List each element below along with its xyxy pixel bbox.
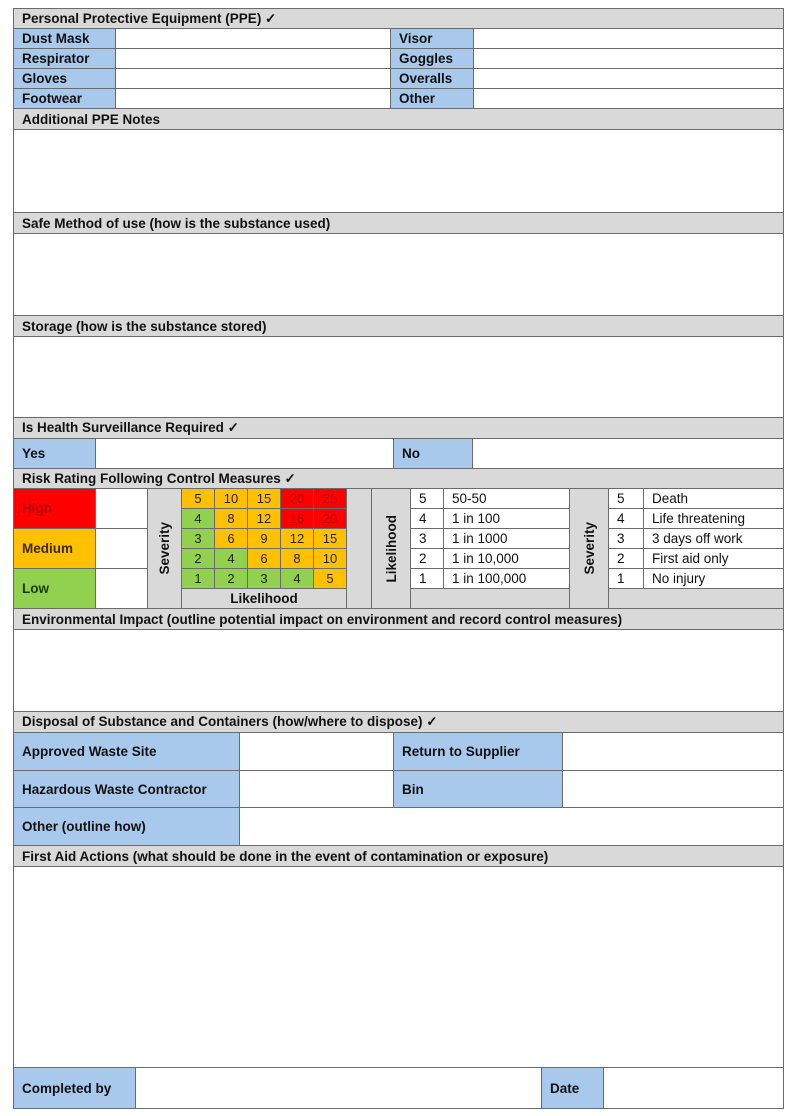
risk-matrix-cell: 12 <box>247 508 281 529</box>
risk-matrix-cell: 9 <box>247 528 281 549</box>
risk-level-medium-checkbox[interactable] <box>95 528 148 569</box>
safe-method-header: Safe Method of use (how is the substance used) <box>13 212 784 234</box>
date-field[interactable] <box>603 1067 784 1109</box>
ppe-label-gloves: Gloves <box>13 68 116 89</box>
risk-matrix-cell: 2 <box>181 548 215 569</box>
likelihood-scale-number: 3 <box>410 528 444 549</box>
likelihood-scale-label-text: Likelihood <box>383 514 399 583</box>
likelihood-scale-number: 4 <box>410 508 444 529</box>
likelihood-scale-label <box>371 488 411 609</box>
disposal-bin-field[interactable] <box>562 770 784 808</box>
risk-matrix-cell: 4 <box>214 548 248 569</box>
severity-scale-number: 1 <box>608 568 644 589</box>
environmental-impact-field[interactable] <box>13 629 784 712</box>
severity-scale-number: 3 <box>608 528 644 549</box>
risk-matrix-cell: 3 <box>181 528 215 549</box>
risk-matrix-cell: 6 <box>247 548 281 569</box>
risk-level-medium: Medium <box>13 528 96 569</box>
severity-scale-label <box>569 488 609 609</box>
risk-matrix-cell: 20 <box>313 508 347 529</box>
severity-scale-label-text: Severity <box>581 522 597 575</box>
likelihood-scale-text: 1 in 100 <box>443 508 570 529</box>
ppe-label-visor: Visor <box>390 28 474 49</box>
storage-header: Storage (how is the substance stored) <box>13 315 784 337</box>
health-yes-label: Yes <box>13 438 96 469</box>
risk-matrix-cell: 20 <box>280 488 314 509</box>
health-no-field[interactable] <box>472 438 784 469</box>
disposal-other-label: Other (outline how) <box>13 807 240 846</box>
completed-by-label: Completed by <box>13 1067 136 1109</box>
risk-matrix-cell: 12 <box>280 528 314 549</box>
severity-scale-number: 2 <box>608 548 644 569</box>
ppe-input-respirator[interactable] <box>115 48 391 69</box>
environmental-impact-header: Environmental Impact (outline potential impact on environment and record control measures) <box>13 608 784 630</box>
ppe-label-overalls: Overalls <box>390 68 474 89</box>
severity-scale-text: Life threatening <box>643 508 784 529</box>
ppe-input-footwear[interactable] <box>115 88 391 109</box>
first-aid-header: First Aid Actions (what should be done in the event of contamination or exposure) <box>13 845 784 867</box>
ppe-notes-header: Additional PPE Notes <box>13 108 784 130</box>
risk-matrix-cell: 16 <box>280 508 314 529</box>
matrix-severity-label <box>147 488 182 609</box>
severity-scale-text: 3 days off work <box>643 528 784 549</box>
severity-scale-text: First aid only <box>643 548 784 569</box>
health-yes-field[interactable] <box>95 438 394 469</box>
date-label: Date <box>541 1067 604 1109</box>
risk-matrix-cell: 4 <box>280 568 314 589</box>
matrix-likelihood-label: Likelihood <box>181 588 347 609</box>
matrix-severity-label-text: Severity <box>157 522 172 575</box>
severity-scale-text: No injury <box>643 568 784 589</box>
ppe-input-gloves[interactable] <box>115 68 391 89</box>
completed-by-field[interactable] <box>135 1067 542 1109</box>
safe-method-field[interactable] <box>13 233 784 316</box>
risk-matrix-cell: 10 <box>214 488 248 509</box>
risk-matrix-cell: 8 <box>280 548 314 569</box>
risk-matrix-cell: 10 <box>313 548 347 569</box>
risk-matrix-cell: 15 <box>313 528 347 549</box>
ppe-input-visor[interactable] <box>473 28 784 49</box>
ppe-label-goggles: Goggles <box>390 48 474 69</box>
disposal-header: Disposal of Substance and Containers (how/where to dispose) ✓ <box>13 711 784 733</box>
likelihood-scale-number: 1 <box>410 568 444 589</box>
ppe-label-footwear: Footwear <box>13 88 116 109</box>
ppe-section-header: Personal Protective Equipment (PPE) ✓ <box>13 8 784 29</box>
severity-scale-footer <box>608 588 784 609</box>
health-surveillance-header: Is Health Surveillance Required ✓ <box>13 417 784 439</box>
first-aid-field[interactable] <box>13 866 784 1068</box>
risk-level-high: High <box>13 488 96 529</box>
ppe-input-goggles[interactable] <box>473 48 784 69</box>
risk-matrix-cell: 5 <box>181 488 215 509</box>
ppe-input-other[interactable] <box>473 88 784 109</box>
risk-matrix-cell: 1 <box>181 568 215 589</box>
ppe-notes-field[interactable] <box>13 129 784 213</box>
likelihood-scale-text: 1 in 100,000 <box>443 568 570 589</box>
risk-matrix-cell: 8 <box>214 508 248 529</box>
likelihood-scale-number: 5 <box>410 488 444 509</box>
severity-scale-number: 4 <box>608 508 644 529</box>
likelihood-scale-footer <box>410 588 570 609</box>
risk-matrix-cell: 4 <box>181 508 215 529</box>
risk-level-low-checkbox[interactable] <box>95 568 148 609</box>
risk-matrix-cell: 6 <box>214 528 248 549</box>
risk-rating-header: Risk Rating Following Control Measures ✓ <box>13 468 784 489</box>
disposal-approved-field[interactable] <box>239 732 394 771</box>
severity-scale-text: Death <box>643 488 784 509</box>
risk-matrix-cell: 15 <box>247 488 281 509</box>
risk-matrix-cell: 5 <box>313 568 347 589</box>
risk-matrix-cell: 25 <box>313 488 347 509</box>
ppe-label-dust-mask: Dust Mask <box>13 28 116 49</box>
ppe-label-respirator: Respirator <box>13 48 116 69</box>
risk-level-high-checkbox[interactable] <box>95 488 148 529</box>
ppe-input-dust-mask[interactable] <box>115 28 391 49</box>
severity-scale-number: 5 <box>608 488 644 509</box>
disposal-hazardous-field[interactable] <box>239 770 394 808</box>
likelihood-scale-text: 1 in 1000 <box>443 528 570 549</box>
disposal-bin-label: Bin <box>393 770 563 808</box>
likelihood-scale-number: 2 <box>410 548 444 569</box>
risk-matrix-cell: 2 <box>214 568 248 589</box>
storage-field[interactable] <box>13 336 784 418</box>
disposal-return-field[interactable] <box>562 732 784 771</box>
ppe-label-other: Other <box>390 88 474 109</box>
likelihood-scale-text: 50-50 <box>443 488 570 509</box>
ppe-input-overalls[interactable] <box>473 68 784 89</box>
risk-matrix-cell: 3 <box>247 568 281 589</box>
disposal-approved-label: Approved Waste Site <box>13 732 240 771</box>
disposal-hazardous-label: Hazardous Waste Contractor <box>13 770 240 808</box>
disposal-return-label: Return to Supplier <box>393 732 563 771</box>
health-no-label: No <box>393 438 473 469</box>
risk-level-low: Low <box>13 568 96 609</box>
matrix-spacer <box>346 488 372 609</box>
disposal-other-field[interactable] <box>239 807 784 846</box>
likelihood-scale-text: 1 in 10,000 <box>443 548 570 569</box>
